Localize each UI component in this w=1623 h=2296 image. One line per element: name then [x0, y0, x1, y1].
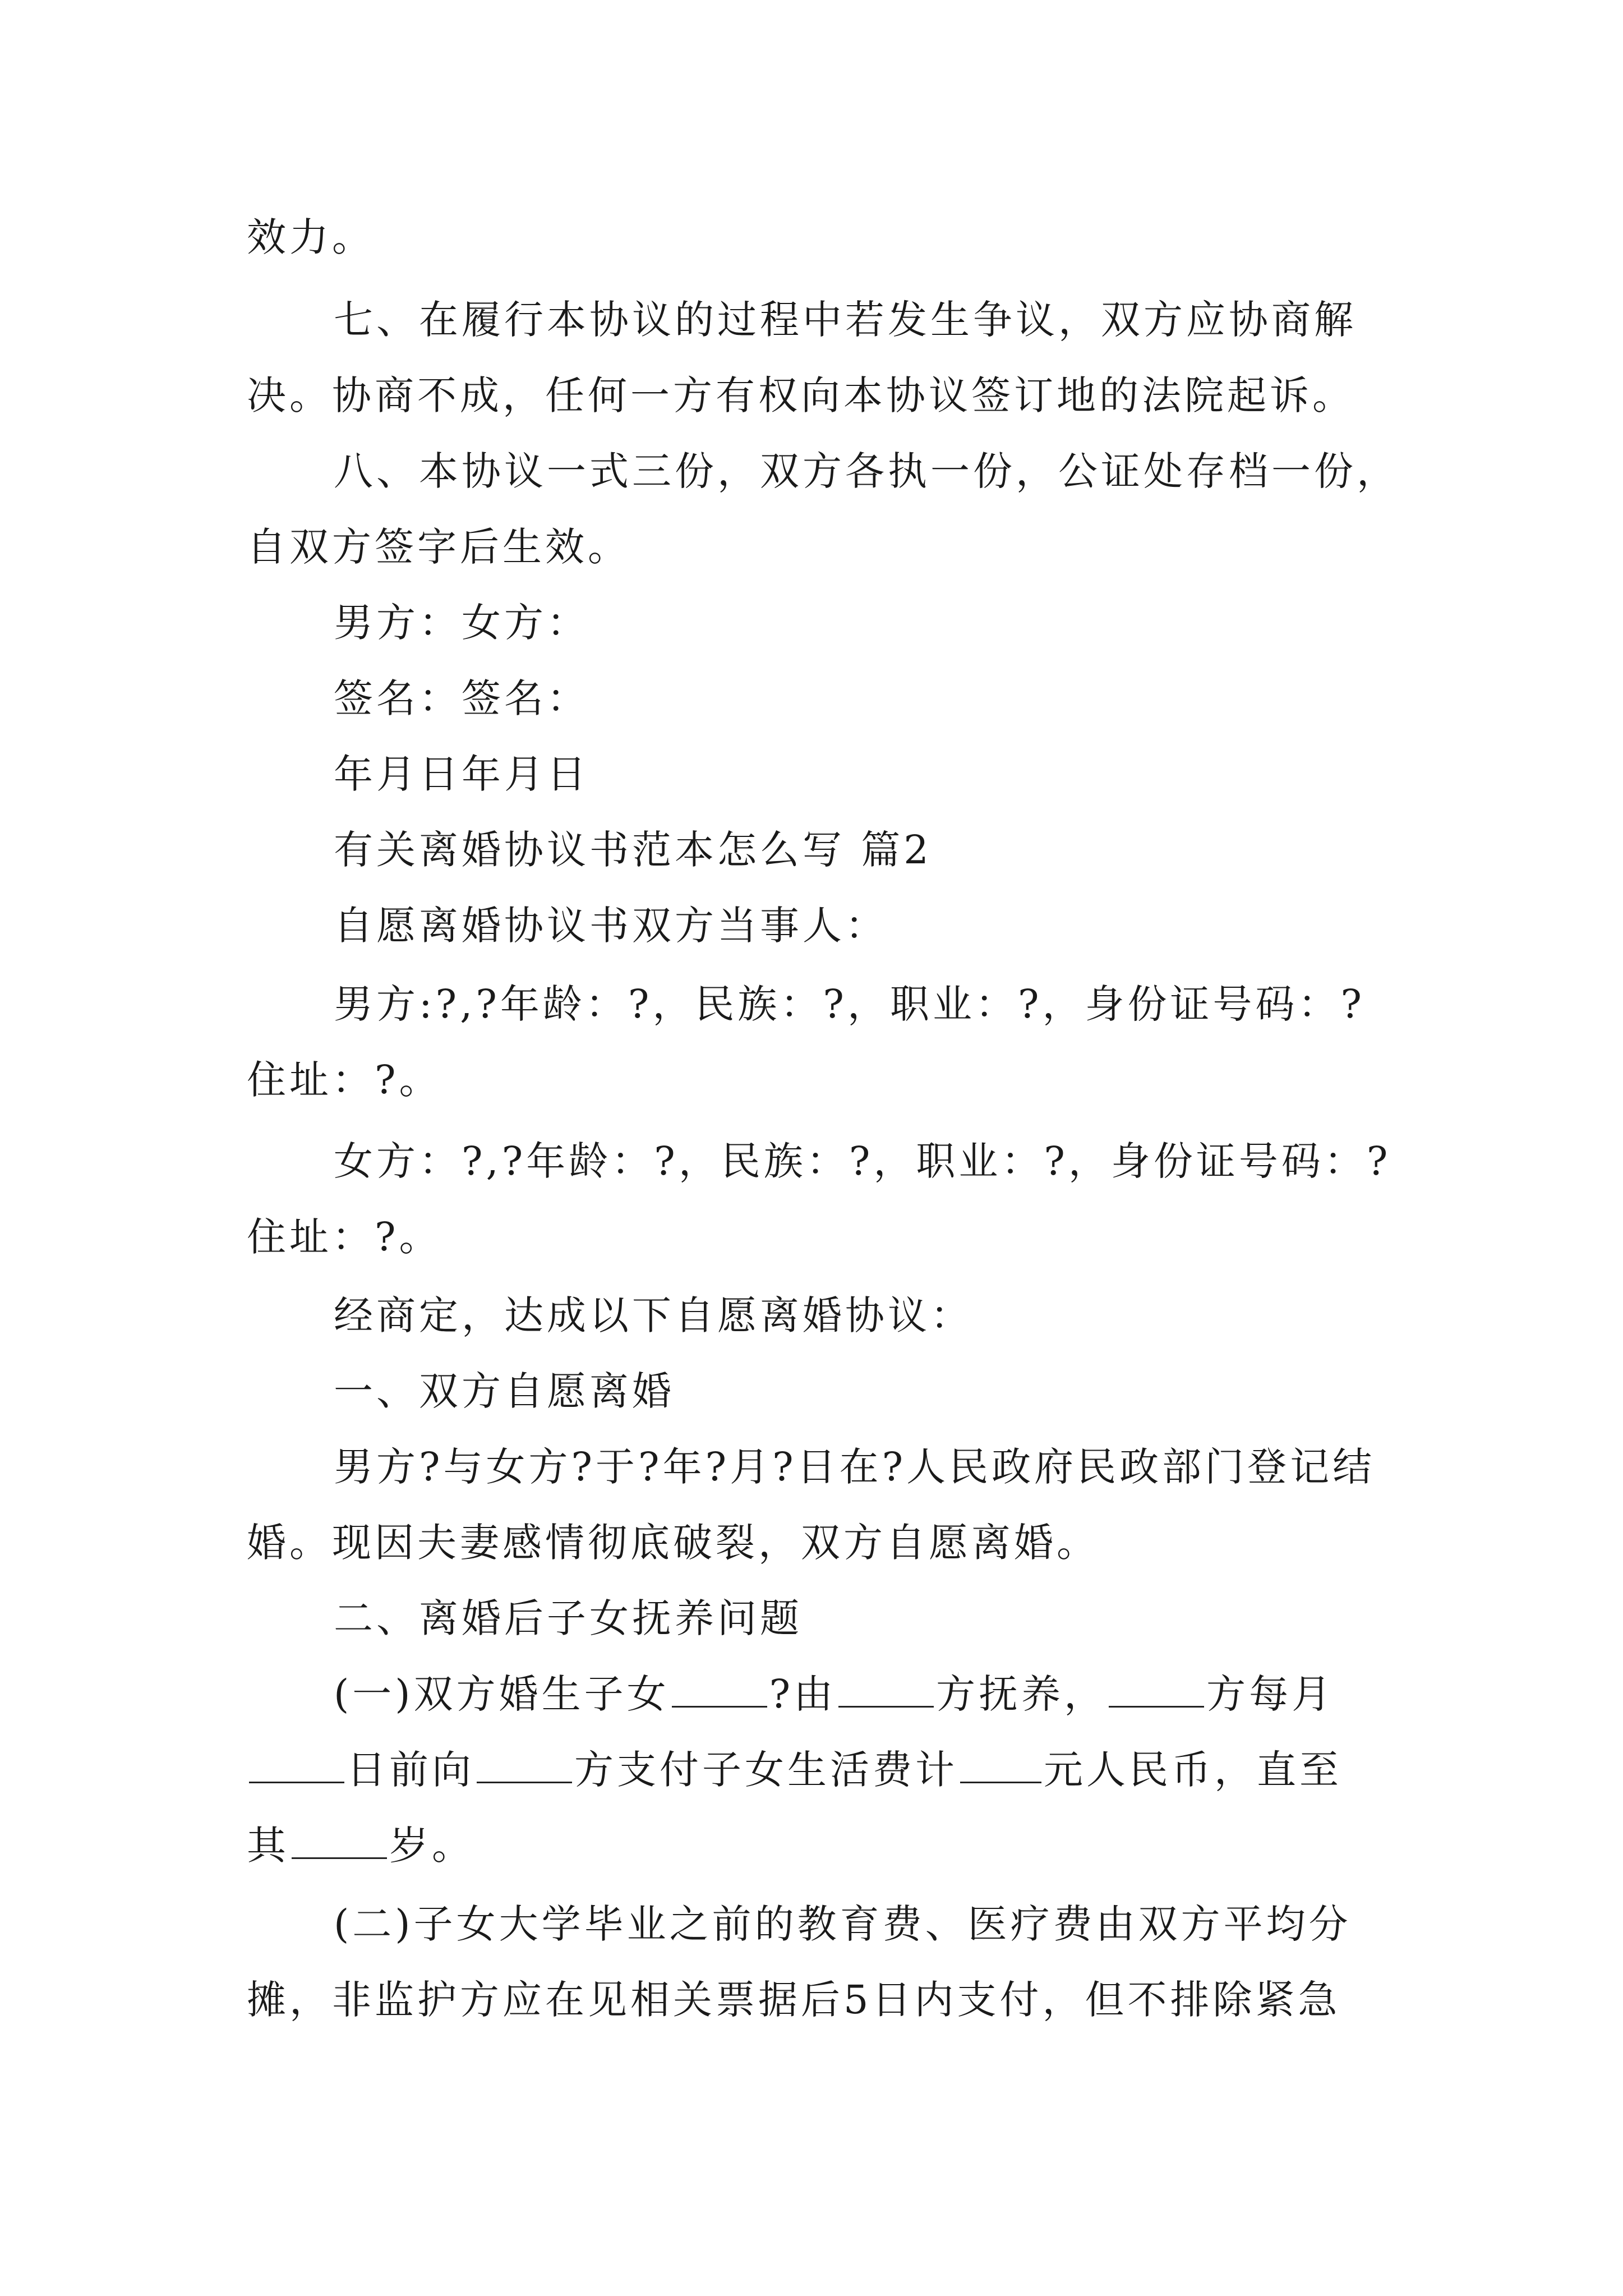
child-support-line-3	[247, 1815, 474, 1876]
female-party-line-1: 女方：?,?年龄：?，民族：?，职业：?，身份证号码：?	[334, 1138, 1391, 1184]
party-labels: 男方：女方：	[334, 600, 589, 646]
male-party-line-2: 住址：?。	[247, 1057, 442, 1103]
date-labels: 年月日年月日	[334, 751, 589, 797]
clause-8-line-1: 八、本协议一式三份，双方各执一份，公证处存档一份，	[334, 448, 1399, 494]
clause-8-line-2: 自双方签字后生效。	[247, 524, 630, 570]
text-segment: 日前向	[347, 1747, 474, 1793]
text-segment: 元人民币，直至	[1044, 1747, 1342, 1793]
text-segment: 方支付子女生活费计	[574, 1747, 958, 1793]
article-2-heading: 二、离婚后子女抚养问题	[334, 1595, 803, 1641]
child-support-line-1	[334, 1663, 1334, 1725]
child-support-line-2	[247, 1739, 1342, 1801]
fill-blank[interactable]	[672, 1667, 767, 1708]
text-line: 效力。	[247, 214, 375, 260]
section-heading: 有关离婚协议书范本怎么写 篇2	[334, 827, 932, 873]
text-segment: 其	[247, 1823, 289, 1869]
fill-blank[interactable]	[838, 1667, 934, 1708]
clause-7-line-1: 七、在履行本协议的过程中若发生争议，双方应协商解	[334, 297, 1357, 343]
signature-labels: 签名：签名：	[334, 675, 589, 721]
fill-blank[interactable]	[960, 1742, 1041, 1783]
fill-blank[interactable]	[249, 1742, 344, 1783]
text-segment: ?由	[769, 1671, 837, 1717]
article-1-heading: 一、双方自愿离婚	[334, 1368, 675, 1414]
male-party-line-1: 男方:?,?年龄：?，民族：?，职业：?，身份证号码：?	[334, 981, 1366, 1027]
agreement-title: 自愿离婚协议书双方当事人：	[334, 903, 888, 949]
female-party-line-2: 住址：?。	[247, 1214, 442, 1260]
fill-blank[interactable]	[477, 1742, 572, 1783]
text-segment: 方抚养，	[936, 1671, 1107, 1717]
agreement-intro: 经商定，达成以下自愿离婚协议：	[334, 1292, 973, 1338]
text-segment: (一)双方婚生子女	[334, 1671, 670, 1717]
text-segment: 岁。	[389, 1823, 474, 1869]
education-line-2: 摊，非监护方应在见相关票据后5日内支付，但不排除紧急	[247, 1977, 1341, 2023]
article-1-line-2: 婚。现因夫妻感情彻底破裂，双方自愿离婚。	[247, 1520, 1099, 1566]
fill-blank[interactable]	[1109, 1667, 1204, 1708]
education-line-1: (二)子女大学毕业之前的教育费、医疗费由双方平均分	[334, 1901, 1352, 1947]
article-1-line-1: 男方?与女方?于?年?月?日在?人民政府民政部门登记结	[334, 1444, 1376, 1490]
fill-blank[interactable]	[292, 1818, 387, 1859]
clause-7-line-2: 决。协商不成，任何一方有权向本协议签订地的法院起诉。	[247, 372, 1355, 418]
text-segment: 方每月	[1206, 1671, 1335, 1717]
